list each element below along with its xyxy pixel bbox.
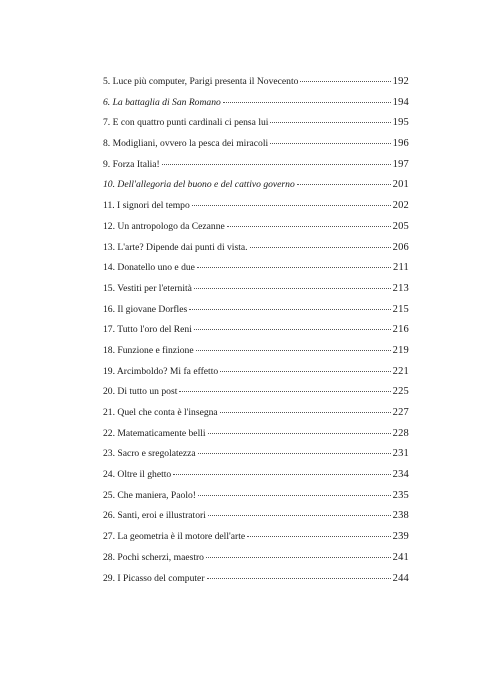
toc-entry [103, 386, 409, 407]
toc-entry-page: 213 [392, 282, 409, 294]
toc-entry-page: 197 [392, 158, 409, 170]
toc-entry-title: 6. La battaglia di San Romano [103, 96, 221, 108]
toc-entry-page: 216 [392, 324, 409, 336]
dot-leader [208, 515, 391, 516]
dot-leader [189, 309, 390, 310]
toc-entry-title: 12. Un antropologo da Cezanne [103, 220, 225, 232]
toc-entry-page: 241 [392, 551, 409, 563]
dot-leader [227, 226, 391, 227]
toc-entry-title: 13. L'arte? Dipende dai punti di vista. [103, 241, 248, 253]
toc-entry-title: 22. Matematicamente belli [103, 427, 206, 439]
toc-entry-page: 244 [392, 572, 409, 584]
toc-entry-title: 25. Che maniera, Paolo! [103, 489, 196, 501]
dot-leader [194, 329, 391, 330]
toc-entry [103, 490, 409, 511]
toc-entry-title: 20. Di tutto un post [103, 386, 178, 398]
dot-leader [206, 557, 391, 558]
toc-entry-title: 5. Luce più computer, Parigi presenta il Novecento [103, 76, 299, 87]
toc-entry [103, 531, 409, 552]
dot-leader [297, 184, 391, 185]
dot-leader [223, 102, 391, 103]
toc-entry-page: 227 [392, 407, 409, 418]
dot-leader [192, 205, 391, 206]
toc-entry-page: 228 [392, 427, 409, 439]
toc-entry [103, 159, 409, 180]
toc-entry-title: 27. La geometria è il motore dell'arte [103, 531, 246, 543]
toc-entry-page: 221 [392, 365, 409, 377]
toc-entry [103, 428, 409, 449]
toc-entry-title: 16. Il giovane Dorfles [103, 303, 188, 315]
dot-leader [247, 536, 391, 537]
toc-entry-title: 24. Oltre il ghetto [103, 469, 172, 481]
toc-entry-title: 29. I Picasso del computer [103, 572, 205, 584]
toc-entry-title: 10. Dell'allegoria del buono e del cattivo governo [103, 179, 295, 191]
toc-entry-page: 201 [392, 179, 409, 191]
toc-entry-title: 14. Donatello uno e due [103, 262, 195, 274]
dot-leader [220, 412, 391, 413]
toc-entry-page: 234 [392, 469, 409, 481]
dot-leader [220, 371, 390, 372]
toc-entry [103, 221, 409, 242]
toc-entry-page: 225 [392, 386, 409, 398]
toc-entry [103, 552, 409, 573]
toc-entry-title: 8. Modigliani, ovvero la pesca dei miracoli [103, 138, 269, 150]
dot-leader [208, 433, 391, 434]
toc-entry-page: 215 [392, 303, 409, 315]
toc-entry [103, 283, 409, 304]
toc-entry-page: 192 [392, 76, 409, 87]
toc-entry [103, 262, 409, 283]
dot-leader [198, 495, 391, 496]
toc-entry-page: 238 [392, 510, 409, 522]
toc-entry-title: 11. I signori del tempo [103, 200, 190, 212]
dot-leader [197, 267, 391, 268]
toc-entry-title: 7. E con quattro punti cardinali ci pensa lui [103, 117, 269, 129]
toc-entry-page: 206 [392, 241, 409, 253]
dot-leader [270, 122, 390, 123]
toc-entry-title: 18. Funzione e finzione [103, 344, 194, 356]
toc-entry-title: 9. Forza Italia! [103, 158, 160, 170]
dot-leader [196, 350, 391, 351]
toc-entry-title: 28. Pochi scherzi, maestro [103, 551, 204, 563]
toc-entry [103, 345, 409, 366]
dot-leader [250, 247, 391, 248]
toc-entry [103, 242, 409, 263]
toc-entry-page: 195 [392, 117, 409, 129]
dot-leader [198, 453, 391, 454]
toc-entry [103, 324, 409, 345]
toc-entry [103, 179, 409, 200]
dot-leader [179, 391, 390, 392]
toc-entry-page: 211 [393, 262, 409, 274]
toc-entry [103, 97, 409, 118]
toc-entry-page: 205 [392, 220, 409, 232]
toc-entry [103, 304, 409, 325]
toc-entry [103, 448, 409, 469]
dot-leader [173, 474, 390, 475]
toc-entry-page: 239 [392, 531, 409, 543]
toc-entry [103, 138, 409, 159]
toc-entry-page: 194 [392, 96, 409, 108]
toc-entry-title: 21. Quel che conta è l'insegna [103, 407, 218, 418]
toc-entry-title: 17. Tutto l'oro del Reni [103, 324, 192, 336]
toc-entry [103, 407, 409, 428]
toc-entry-page: 235 [392, 489, 409, 501]
toc-entry-page: 202 [392, 200, 409, 212]
dot-leader [300, 81, 390, 82]
toc-entry-page: 231 [392, 448, 409, 460]
toc-entry-page: 219 [392, 344, 409, 356]
toc-entry-title: 19. Arcimboldo? Mi fa effetto [103, 365, 219, 377]
dot-leader [162, 164, 391, 165]
toc-entry [103, 117, 409, 138]
toc-entry [103, 469, 409, 490]
dot-leader [207, 578, 391, 579]
toc-entry-title: 15. Vestiti per l'eternità [103, 282, 192, 294]
dot-leader [270, 143, 390, 144]
toc-entry [103, 573, 409, 594]
toc-entry [103, 76, 409, 97]
dot-leader [194, 288, 391, 289]
toc-entry-title: 23. Sacro e sregolatezza [103, 448, 196, 460]
table-of-contents [103, 76, 409, 593]
toc-entry-title: 26. Santi, eroi e illustratori [103, 510, 206, 522]
toc-entry [103, 366, 409, 387]
toc-entry [103, 510, 409, 531]
toc-entry [103, 200, 409, 221]
toc-entry-page: 196 [392, 138, 409, 150]
